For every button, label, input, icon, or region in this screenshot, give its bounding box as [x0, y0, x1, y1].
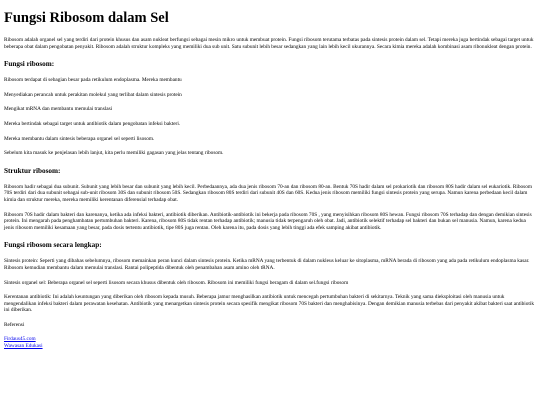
page-title: Fungsi Ribosom dalam Sel	[4, 10, 169, 26]
fungsi-item: Sebelum kita masuk ke penjelasan lebih lanjut, kita perlu memiliki gagasan yang jelas tentang ribosom.	[4, 150, 224, 157]
fungsi-item: Mereka bertindak sebagai target untuk antibiotik dalam pengobatan infeksi bakteri.	[4, 120, 181, 127]
fungsi-item: Menyediakan perancah untuk perakitan molekul yang terlibat dalam sintesis protein	[4, 91, 182, 98]
reference-link-firdaus45[interactable]: Firdaus45.com	[4, 336, 36, 343]
fungsi-item: Ribosom terdapat di sebagian besar pada retikulum endoplasma. Mereka membantu	[4, 77, 182, 84]
reference-link-wawasan-edukasi[interactable]: Wawasan Edukasi	[4, 343, 43, 350]
struktur-paragraph: Ribosom 70S hadir dalam bakteri dan karenanya, ketika ada infeksi bakteri, antibiotik diberikan. Antibiotik-antibiotik ini bekerja pada ribosom 70S , yang menyisihkan ribosom 80S hewan. Fungsi ribosom 70S terhadap dan dengan demikian sintesis protein. Ini mengarah pada penghambatan pertumbuhan bakteri. Karena, ribosom 80S tidak rentan terhadap antibiotik; manusia tidak terpengaruh oleh obat. Jadi, antibiotik selektif terhadap sel bakteri dan bukan sel manusia. Namun, karena kedua jenis ribosom memiliki kesamaan yang besar, pada dosis tertentu antibiotik, tipe 80S juga rentan. Oleh karena itu, pada dosis yang lebih tinggi ada efek samping akibat antibiotik.	[4, 211, 532, 231]
fungsi-item: Mengikat mRNA dan membantu memulai translasi	[4, 106, 113, 113]
lengkap-paragraph: Sintesis protein: Seperti yang dibahas sebelumnya, ribosom memainkan peran kunci dalam sintesis protein. Ketika mRNA yang terbentuk di dalam nukleus keluar ke sitoplasma, mRNA berada di ribosom yang ada pada retikulum endoplasma kasar. Ribosom kemudian membantu dalam memulai translasi. Rantai polipeptida dibentuk oleh penambahan asam amino oleh tRNA.	[4, 258, 530, 271]
section-heading-struktur: Struktur ribosom:	[4, 166, 61, 175]
references-label: Referensi	[4, 321, 25, 328]
intro-paragraph: Ribosom adalah organel sel yang terdiri dari protein khusus dan asam nukleat berfungsi sebagai mesin mikro untuk membuat protein. Fungsi ribosom terutama terbatas pada sintesis protein dalam sel. Tetapi mereka juga bertindak sebagai target untuk beberapa obat dalam pengobatan penyakit. Ribosom adalah struktur kompleks yang memiliki dua sub unit. Satu subunit lebih besar sedangkan yang lain lebih kecil ukurannya. Secara kimia mereka adalah kombinasi asam ribonukleat dengan protein.	[4, 37, 534, 50]
lengkap-paragraph: Sintesis organel sel: Beberapa organel sel seperti lisosom secara khusus dibentuk oleh ribosom. Ribosom ini memiliki fungsi beragam di dalam sel.fungsi ribosom	[4, 279, 349, 286]
struktur-paragraph: Ribosom hadir sebagai dua subunit. Subunit yang lebih besar dan subunit yang lebih kecil. Perbedaannya, ada dua jenis ribosom 70-an dan ribosom 80-an. Bentuk 70S hadir dalam sel prokariotik dan ribosom 80S hadir dalam sel eukariotik. Ribosom 70S terdiri dari dua subunit sebagai sub-unit ribosom 30S dan subunit ribosom 50S. Sedangkan ribosom 80S terdiri dari subunit 40S dan 60S. Kedua jenis ribosom memiliki fungsi sintesis protein yang serupa. Namun karena perbedaan kecil dalam kimia dan struktur mereka, mereka memiliki kerentanan diferensial terhadap obat.	[4, 183, 532, 203]
section-heading-lengkap: Fungsi ribosom secara lengkap:	[4, 241, 102, 250]
section-heading-fungsi: Fungsi ribosom:	[4, 60, 55, 69]
references	[4, 322, 536, 350]
lengkap-paragraph: Kerentanan antibiotik: Ini adalah keuntungan yang diberikan oleh ribosom kepada musuh. Beberapa jamur menghasilkan antibiotik untuk mencegah pertumbuhan bakteri di sekitarnya. Teknik yang sama dieksploitasi oleh manusia untuk mengendalikan infeksi bakteri dalam perawatan kesehatan. Antibiotik yang menargetkan sintesis protein secara spesifik mengikat ribosom 70S bakteri dan menghabisinya. Dengan demikian manusia terbebas dari penyakit akibat bakteri saat antibiotik ini diberikan.	[4, 294, 535, 314]
fungsi-item: Mereka membantu dalam sintesis beberapa organel sel seperti lisosom.	[4, 135, 155, 142]
